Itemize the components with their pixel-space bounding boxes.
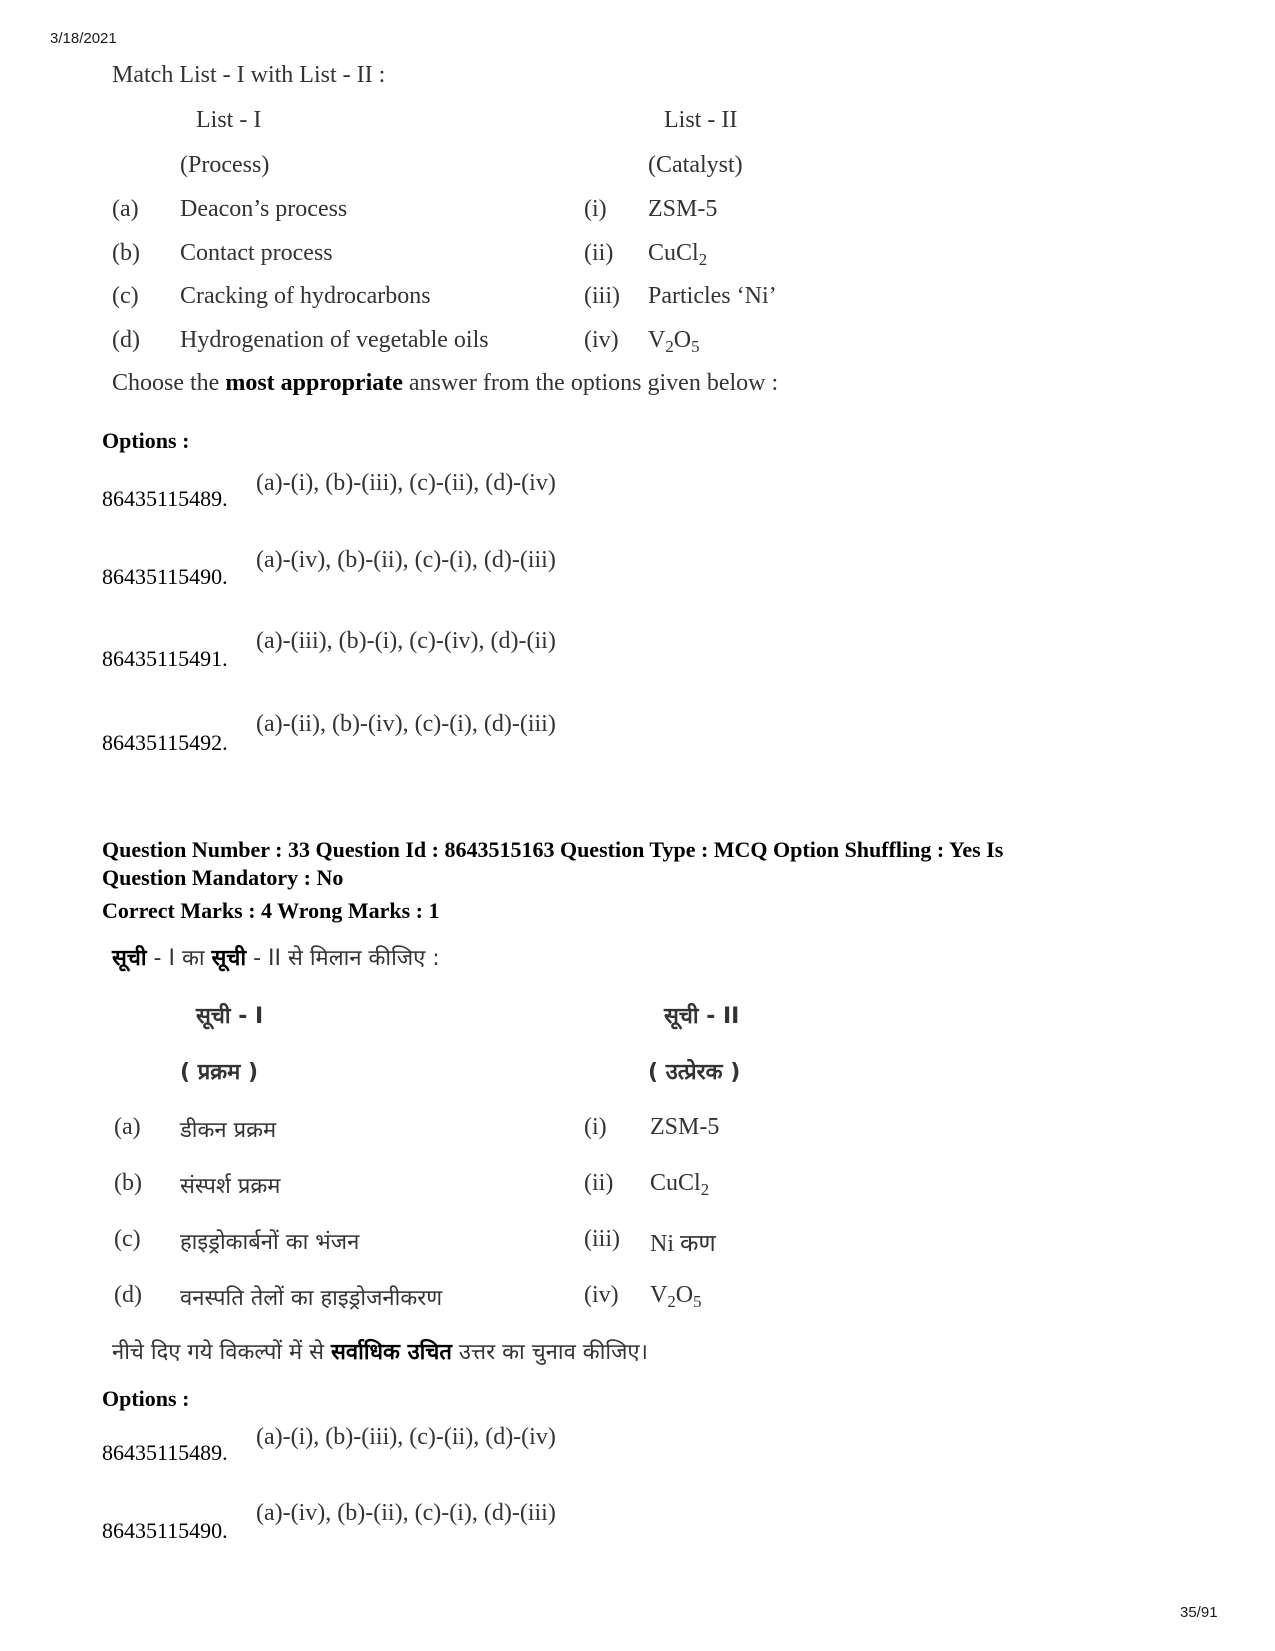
- process-name: Cracking of hydrocarbons: [180, 283, 431, 309]
- row-label: (c): [114, 1226, 141, 1252]
- row-label: (d): [112, 327, 140, 353]
- option-id: 86435115490.: [102, 1518, 228, 1543]
- formula-subscript: 2: [665, 337, 674, 357]
- q1-list1-title: List - I: [196, 107, 262, 133]
- q1-list1-subtitle: (Process): [180, 152, 270, 178]
- catalyst-formula: [648, 240, 708, 270]
- process-name: Hydrogenation of vegetable oils: [180, 327, 489, 353]
- prompt-emphasis: सूची: [112, 946, 147, 971]
- row-label: (a): [114, 1114, 141, 1140]
- prompt-emphasis: सूची: [211, 946, 247, 971]
- q1-list2-subtitle: (Catalyst): [648, 152, 743, 178]
- option-text: (a)-(i), (b)-(iii), (c)-(ii), (d)-(iv): [256, 470, 556, 496]
- option-id: 86435115492.: [102, 730, 228, 755]
- q1-list2-title: List - II: [664, 107, 738, 133]
- roman-numeral: (iii): [584, 1226, 620, 1252]
- catalyst-formula: [650, 1170, 710, 1200]
- formula-part: O: [673, 327, 692, 353]
- formula-subscript: 2: [667, 1292, 676, 1312]
- row-label: (a): [112, 196, 139, 222]
- process-name: वनस्पति तेलों का हाइड्रोजनीकरण: [180, 1286, 443, 1311]
- q2-meta-line-2: Question Mandatory : No: [102, 865, 344, 890]
- catalyst-formula: [650, 1282, 702, 1312]
- formula-part: V: [650, 1282, 668, 1308]
- row-label: (d): [114, 1282, 142, 1308]
- process-name: डीकन प्रक्रम: [180, 1118, 277, 1143]
- q2-meta-line-3: Correct Marks : 4 Wrong Marks : 1: [102, 898, 440, 923]
- process-name: संस्पर्श प्रक्रम: [180, 1174, 281, 1199]
- instruction-text: उत्तर का चुनाव कीजिए।: [451, 1340, 648, 1365]
- q1-options-label: Options :: [102, 428, 190, 453]
- formula-subscript: 5: [693, 1292, 702, 1312]
- option-id: 86435115490.: [102, 564, 228, 589]
- print-date: 3/18/2021: [50, 30, 117, 47]
- q2-instruction: [112, 1336, 648, 1366]
- formula-subscript: 2: [700, 1180, 710, 1200]
- q2-prompt: [112, 942, 440, 972]
- catalyst-name: ZSM-5: [650, 1114, 720, 1140]
- prompt-text: - II से मिलान कीजिए :: [246, 946, 440, 971]
- instruction-emphasis: most appropriate: [225, 370, 403, 396]
- q2-list2-title: सूची - II: [664, 1004, 740, 1029]
- prompt-text: - I का: [146, 946, 212, 971]
- formula-base: CuCl: [650, 1170, 701, 1196]
- q1-instruction: [112, 370, 778, 397]
- roman-numeral: (ii): [584, 1170, 614, 1196]
- option-text: (a)-(i), (b)-(iii), (c)-(ii), (d)-(iv): [256, 1424, 556, 1450]
- option-id: 86435115491.: [102, 646, 228, 671]
- roman-numeral: (iv): [584, 327, 619, 353]
- q1-prompt: Match List - I with List - II :: [112, 62, 386, 88]
- q2-list2-subtitle: ( उत्प्रेरक ): [648, 1060, 741, 1085]
- option-text: (a)-(iv), (b)-(ii), (c)-(i), (d)-(iii): [256, 1500, 556, 1526]
- option-text: (a)-(iii), (b)-(i), (c)-(iv), (d)-(ii): [256, 628, 556, 654]
- catalyst-name: Particles ‘Ni’: [648, 283, 777, 309]
- row-label: (b): [114, 1170, 142, 1196]
- q2-list1-subtitle: ( प्रक्रम ): [180, 1060, 258, 1085]
- formula-part: O: [675, 1282, 694, 1308]
- q2-options-label: Options :: [102, 1386, 190, 1411]
- instruction-text: Choose the: [112, 370, 226, 396]
- roman-numeral: (iv): [584, 1282, 619, 1308]
- option-text: (a)-(ii), (b)-(iv), (c)-(i), (d)-(iii): [256, 711, 556, 737]
- q2-list1-title: सूची - I: [196, 1004, 264, 1029]
- catalyst-name: ZSM-5: [648, 196, 718, 222]
- q2-meta-line-1: Question Number : 33 Question Id : 8643515163 Question Type : MCQ Option Shuffling : Yes Is: [102, 837, 1004, 862]
- formula-subscript: 2: [698, 250, 708, 270]
- formula-subscript: 5: [691, 337, 700, 357]
- roman-numeral: (i): [584, 196, 607, 222]
- roman-numeral: (iii): [584, 283, 620, 309]
- catalyst-formula: [648, 327, 700, 357]
- catalyst-name: Ni कण: [650, 1231, 716, 1257]
- instruction-emphasis: सर्वाधिक उचित: [331, 1340, 452, 1365]
- formula-base: CuCl: [648, 240, 699, 266]
- row-label: (c): [112, 283, 139, 309]
- process-name: Deacon’s process: [180, 196, 348, 222]
- option-id: 86435115489.: [102, 1440, 228, 1465]
- process-name: Contact process: [180, 240, 333, 266]
- instruction-text: नीचे दिए गये विकल्पों में से: [112, 1340, 332, 1365]
- row-label: (b): [112, 240, 140, 266]
- formula-part: V: [648, 327, 666, 353]
- roman-numeral: (ii): [584, 240, 614, 266]
- page-number: 35/91: [1180, 1604, 1218, 1621]
- option-id: 86435115489.: [102, 486, 228, 511]
- instruction-text: answer from the options given below :: [402, 370, 779, 396]
- roman-numeral: (i): [584, 1114, 607, 1140]
- option-text: (a)-(iv), (b)-(ii), (c)-(i), (d)-(iii): [256, 547, 556, 573]
- process-name: हाइड्रोकार्बनों का भंजन: [180, 1230, 360, 1255]
